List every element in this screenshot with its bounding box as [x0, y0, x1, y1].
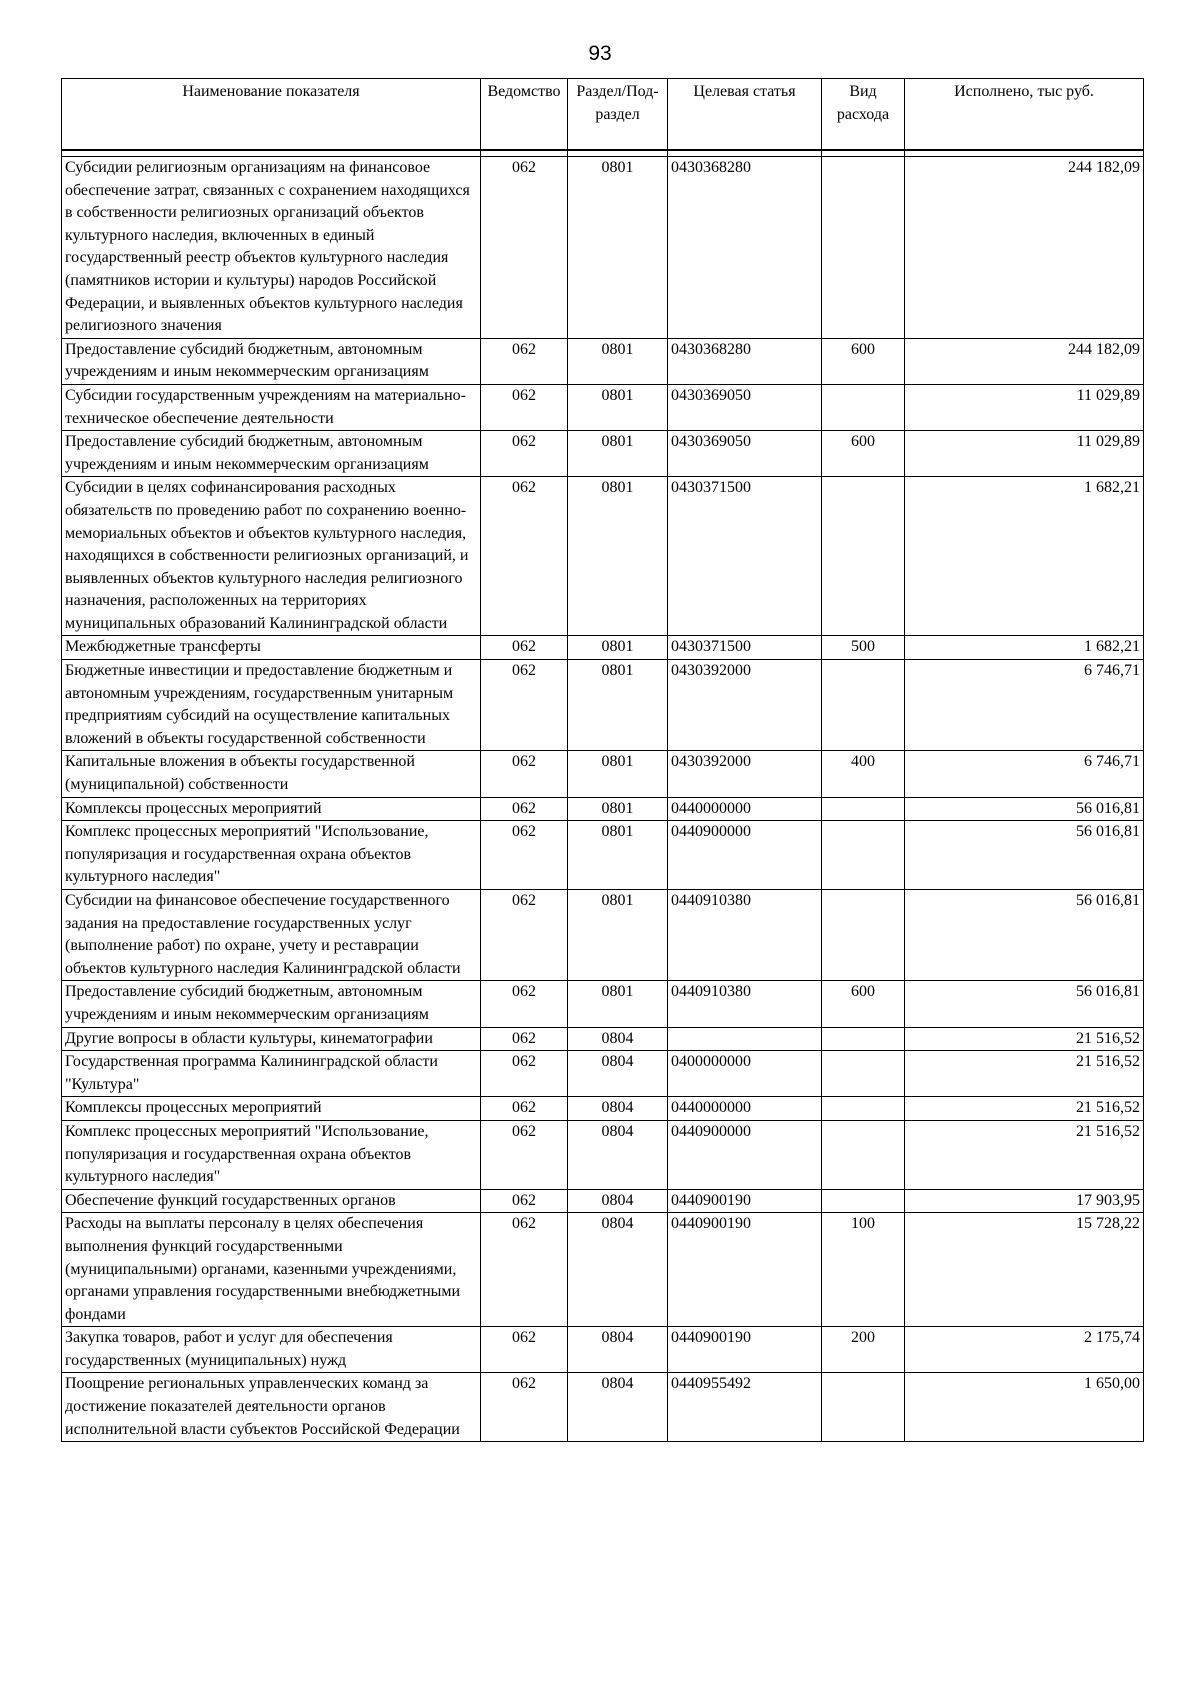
cell-section: 0801: [568, 981, 668, 1027]
cell-section: 0801: [568, 384, 668, 430]
table-row: [62, 1327, 1144, 1373]
cell-section: 0804: [568, 1327, 668, 1373]
cell-amount: 244 182,09: [905, 157, 1144, 339]
cell-amount: 56 016,81: [905, 797, 1144, 821]
cell-dept: 062: [481, 1027, 568, 1051]
cell-dept: 062: [481, 636, 568, 660]
cell-target: 0440910380: [668, 890, 822, 981]
table-row: [62, 981, 1144, 1027]
cell-amount: 11 029,89: [905, 431, 1144, 477]
cell-expense-type: 600: [822, 981, 905, 1027]
header-expense-type: Вид расхода: [822, 79, 905, 151]
cell-dept: 062: [481, 751, 568, 797]
cell-amount: 21 516,52: [905, 1097, 1144, 1121]
cell-dept: 062: [481, 797, 568, 821]
cell-target: 0430371500: [668, 636, 822, 660]
table-row: [62, 338, 1144, 384]
cell-amount: 56 016,81: [905, 890, 1144, 981]
cell-expense-type: [822, 1097, 905, 1121]
cell-dept: 062: [481, 338, 568, 384]
cell-name: Комплекс процессных мероприятий "Использование, популяризация и государственная охрана объектов культурного наследия": [62, 1120, 481, 1189]
cell-section: 0801: [568, 821, 668, 890]
cell-amount: 2 175,74: [905, 1327, 1144, 1373]
header-target: Целевая статья: [668, 79, 822, 151]
cell-amount: 1 682,21: [905, 477, 1144, 636]
table-row: [62, 431, 1144, 477]
cell-name: Субсидии на финансовое обеспечение государственного задания на предоставление государственных услуг (выполнение работ) по охране, учету и реставрации объектов культурного наследия Калининградской области: [62, 890, 481, 981]
cell-expense-type: [822, 1373, 905, 1442]
cell-amount: 6 746,71: [905, 751, 1144, 797]
table-row: [62, 477, 1144, 636]
cell-section: 0801: [568, 660, 668, 751]
cell-name: Предоставление субсидий бюджетным, автономным учреждениям и иным некоммерческим организациям: [62, 431, 481, 477]
cell-dept: 062: [481, 1097, 568, 1121]
cell-target: 0430392000: [668, 660, 822, 751]
cell-name: Предоставление субсидий бюджетным, автономным учреждениям и иным некоммерческим организациям: [62, 338, 481, 384]
cell-target: 0440900190: [668, 1327, 822, 1373]
cell-expense-type: [822, 1189, 905, 1213]
page-number: 93: [588, 42, 612, 65]
cell-dept: 062: [481, 1213, 568, 1327]
cell-target: 0440900190: [668, 1189, 822, 1213]
cell-name: Комплексы процессных мероприятий: [62, 1097, 481, 1121]
cell-dept: 062: [481, 384, 568, 430]
cell-target: 0440000000: [668, 1097, 822, 1121]
table-header-row: [62, 79, 1144, 151]
cell-name: Обеспечение функций государственных органов: [62, 1189, 481, 1213]
cell-name: Межбюджетные трансферты: [62, 636, 481, 660]
cell-name: Другие вопросы в области культуры, кинематографии: [62, 1027, 481, 1051]
header-section: Раздел/Под-раздел: [568, 79, 668, 151]
cell-name: Предоставление субсидий бюджетным, автономным учреждениям и иным некоммерческим организациям: [62, 981, 481, 1027]
budget-table: [61, 78, 1144, 1442]
cell-section: 0804: [568, 1097, 668, 1121]
cell-amount: 1 650,00: [905, 1373, 1144, 1442]
header-dept: Ведомство: [481, 79, 568, 151]
cell-target: 0440910380: [668, 981, 822, 1027]
cell-target: [668, 1027, 822, 1051]
cell-target: 0430369050: [668, 431, 822, 477]
cell-dept: 062: [481, 1189, 568, 1213]
cell-amount: 244 182,09: [905, 338, 1144, 384]
cell-amount: 1 682,21: [905, 636, 1144, 660]
cell-name: Поощрение региональных управленческих команд за достижение показателей деятельности органов исполнительной власти субъектов Российской Федерации: [62, 1373, 481, 1442]
cell-name: Капитальные вложения в объекты государственной (муниципальной) собственности: [62, 751, 481, 797]
cell-amount: 11 029,89: [905, 384, 1144, 430]
cell-expense-type: [822, 1120, 905, 1189]
cell-target: 0400000000: [668, 1051, 822, 1097]
cell-expense-type: [822, 797, 905, 821]
table-row: [62, 1213, 1144, 1327]
cell-name: Бюджетные инвестиции и предоставление бюджетным и автономным учреждениям, государственным унитарным предприятиям субсидий на осуществление капитальных вложений в объекты государственной собственности: [62, 660, 481, 751]
table-row: [62, 1373, 1144, 1442]
cell-section: 0804: [568, 1189, 668, 1213]
cell-section: 0801: [568, 751, 668, 797]
cell-name: Государственная программа Калининградской области "Культура": [62, 1051, 481, 1097]
table-row: [62, 751, 1144, 797]
cell-dept: 062: [481, 660, 568, 751]
table-row: [62, 660, 1144, 751]
cell-name: Субсидии религиозным организациям на финансовое обеспечение затрат, связанных с сохранением находящихся в собственности религиозных организаций объектов культурного наследия, включенных в единый государственный реестр объектов культурного наследия (памятников истории и культуры) народов Российской Федерации, и выявленных объектов культурного наследия религиозного значения: [62, 157, 481, 339]
cell-section: 0801: [568, 890, 668, 981]
cell-dept: 062: [481, 1051, 568, 1097]
table-row: [62, 1189, 1144, 1213]
cell-section: 0804: [568, 1027, 668, 1051]
cell-dept: 062: [481, 157, 568, 339]
cell-target: 0440955492: [668, 1373, 822, 1442]
cell-section: 0801: [568, 431, 668, 477]
cell-expense-type: 600: [822, 431, 905, 477]
cell-amount: 56 016,81: [905, 821, 1144, 890]
cell-expense-type: [822, 477, 905, 636]
cell-section: 0804: [568, 1120, 668, 1189]
cell-amount: 21 516,52: [905, 1051, 1144, 1097]
table-row: [62, 1097, 1144, 1121]
cell-section: 0801: [568, 157, 668, 339]
cell-amount: 21 516,52: [905, 1120, 1144, 1189]
cell-name: Комплекс процессных мероприятий "Использование, популяризация и государственная охрана объектов культурного наследия": [62, 821, 481, 890]
cell-section: 0801: [568, 338, 668, 384]
table-row: [62, 1027, 1144, 1051]
cell-section: 0801: [568, 477, 668, 636]
table-row: [62, 1120, 1144, 1189]
cell-amount: 6 746,71: [905, 660, 1144, 751]
cell-dept: 062: [481, 1327, 568, 1373]
cell-section: 0804: [568, 1051, 668, 1097]
cell-dept: 062: [481, 821, 568, 890]
table-row: [62, 1051, 1144, 1097]
cell-amount: 56 016,81: [905, 981, 1144, 1027]
table-row: [62, 890, 1144, 981]
cell-dept: 062: [481, 890, 568, 981]
cell-dept: 062: [481, 1373, 568, 1442]
cell-expense-type: [822, 821, 905, 890]
cell-name: Субсидии в целях софинансирования расходных обязательств по проведению работ по сохранению военно-мемориальных объектов и объектов культурного наследия, находящихся в собственности религиозных организаций, и выявленных объектов культурного наследия религиозного назначения, расположенных на территориях муниципальных образований Калининградской области: [62, 477, 481, 636]
cell-target: 0440900000: [668, 821, 822, 890]
cell-section: 0801: [568, 797, 668, 821]
header-name: Наименование показателя: [62, 79, 481, 151]
cell-name: Субсидии государственным учреждениям на материально-техническое обеспечение деятельности: [62, 384, 481, 430]
table-row: [62, 821, 1144, 890]
cell-expense-type: [822, 890, 905, 981]
cell-expense-type: 500: [822, 636, 905, 660]
table-row: [62, 797, 1144, 821]
header-executed: Исполнено, тыс руб.: [905, 79, 1144, 151]
table-row: [62, 384, 1144, 430]
cell-target: 0430368280: [668, 157, 822, 339]
cell-expense-type: [822, 1027, 905, 1051]
cell-section: 0804: [568, 1373, 668, 1442]
cell-expense-type: [822, 660, 905, 751]
cell-target: 0430371500: [668, 477, 822, 636]
cell-dept: 062: [481, 431, 568, 477]
cell-expense-type: [822, 384, 905, 430]
cell-amount: 21 516,52: [905, 1027, 1144, 1051]
cell-target: 0430392000: [668, 751, 822, 797]
cell-name: Закупка товаров, работ и услуг для обеспечения государственных (муниципальных) нужд: [62, 1327, 481, 1373]
cell-expense-type: [822, 1051, 905, 1097]
cell-expense-type: [822, 157, 905, 339]
cell-section: 0801: [568, 636, 668, 660]
cell-target: 0430368280: [668, 338, 822, 384]
cell-target: 0430369050: [668, 384, 822, 430]
cell-dept: 062: [481, 981, 568, 1027]
cell-dept: 062: [481, 1120, 568, 1189]
cell-dept: 062: [481, 477, 568, 636]
cell-expense-type: 400: [822, 751, 905, 797]
table-row: [62, 157, 1144, 339]
cell-name: Комплексы процессных мероприятий: [62, 797, 481, 821]
cell-name: Расходы на выплаты персоналу в целях обеспечения выполнения функций государственными (муниципальными) органами, казенными учреждениями, органами управления государственными внебюджетными фондами: [62, 1213, 481, 1327]
table-row: [62, 636, 1144, 660]
cell-expense-type: 100: [822, 1213, 905, 1327]
cell-amount: 17 903,95: [905, 1189, 1144, 1213]
cell-expense-type: 600: [822, 338, 905, 384]
cell-section: 0804: [568, 1213, 668, 1327]
cell-target: 0440900000: [668, 1120, 822, 1189]
cell-target: 0440900190: [668, 1213, 822, 1327]
cell-target: 0440000000: [668, 797, 822, 821]
cell-expense-type: 200: [822, 1327, 905, 1373]
cell-amount: 15 728,22: [905, 1213, 1144, 1327]
